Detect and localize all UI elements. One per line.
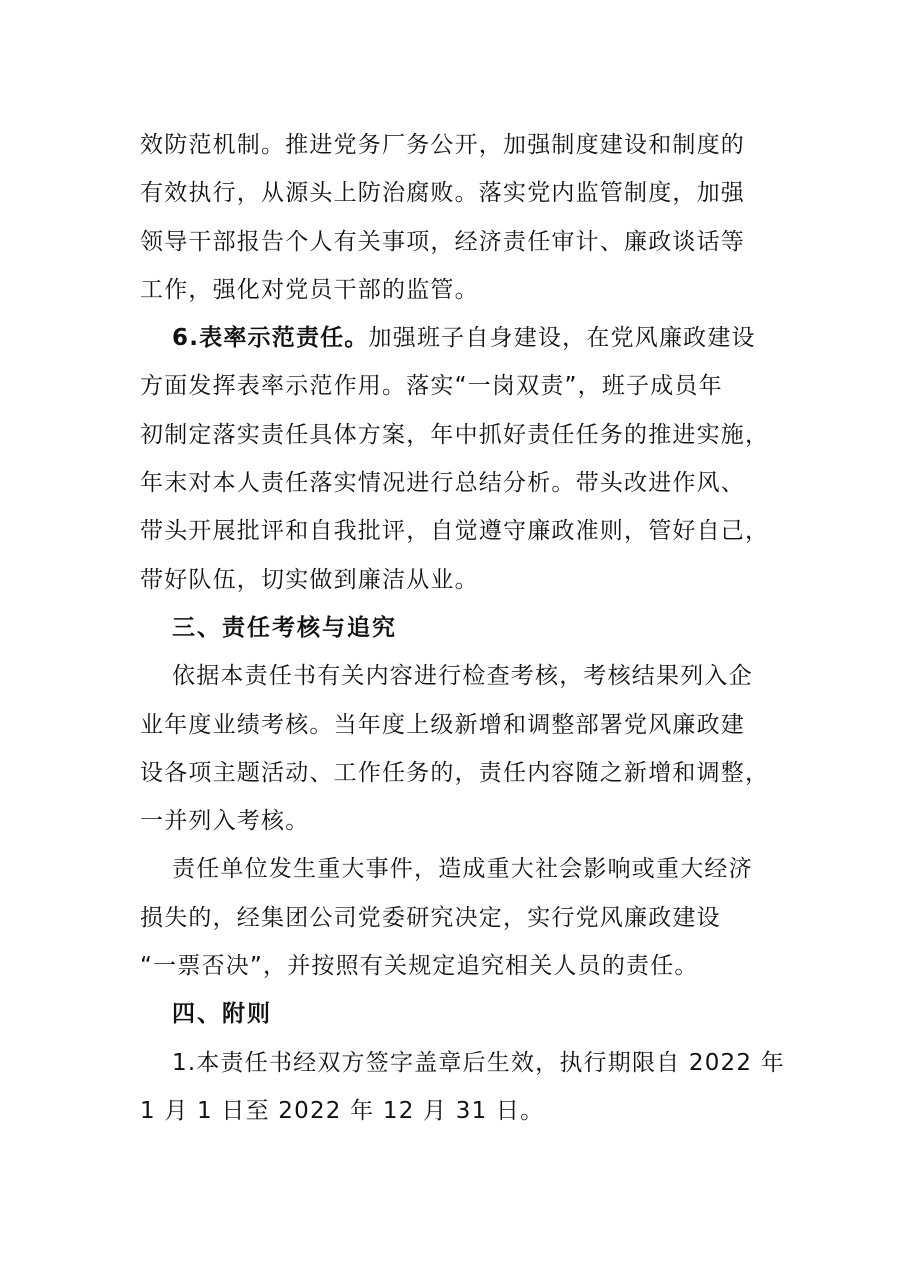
paragraph-veto bbox=[140, 845, 768, 990]
text-line: 领导干部报告个人有关事项，经济责任审计、廉政谈话等 bbox=[140, 228, 745, 255]
paragraph-effective-date bbox=[140, 1039, 785, 1136]
text-line: 依据本责任书有关内容进行检查考核，考核结果列入企 bbox=[172, 663, 753, 690]
section-heading-supplementary: 四、附则 bbox=[172, 1001, 272, 1028]
text-line: 1 月 1 日至 2022 年 12 月 31 日。 bbox=[140, 1097, 545, 1124]
text-line: 年末对本人责任落实情况进行总结分析。带头改进作风、 bbox=[140, 470, 745, 497]
text-line: “一票否决”，并按照有关规定追究相关人员的责任。 bbox=[140, 953, 699, 980]
text-line: 带好队伍，切实做到廉洁从业。 bbox=[140, 566, 479, 593]
text-line: 责任单位发生重大事件，造成重大社会影响或重大经济 bbox=[172, 856, 753, 883]
text-line: 损失的，经集团公司党委研究决定，实行党风廉政建设 bbox=[140, 904, 721, 931]
text-line: 设各项主题活动、工作任务的，责任内容随之新增和调整， bbox=[140, 759, 770, 786]
text-line: 有效执行，从源头上防治腐败。落实党内监管制度，加强 bbox=[140, 180, 745, 207]
text-line: 工作，强化对党员干部的监管。 bbox=[140, 276, 479, 303]
text-line: 方面发挥表率示范作用。落实“一岗双责”，班子成员年 bbox=[140, 373, 723, 400]
section-heading-assessment: 三、责任考核与追究 bbox=[172, 614, 397, 641]
paragraph-prevention-mechanism bbox=[140, 121, 768, 314]
item-lead: 6.表率示范责任。 bbox=[172, 325, 369, 352]
paragraph-exemplary-responsibility bbox=[140, 314, 768, 604]
item-lead-rest: 加强班子自身建设，在党风廉政建设 bbox=[368, 325, 756, 352]
document-body bbox=[140, 121, 785, 1135]
text-line: 带头开展批评和自我批评，自觉遵守廉政准则，管好自己， bbox=[140, 518, 770, 545]
paragraph-assessment-basis bbox=[140, 652, 768, 845]
text-line: 效防范机制。推进党务厂务公开，加强制度建设和制度的 bbox=[140, 132, 745, 158]
text-line: 初制定落实责任具体方案，年中抓好责任任务的推进实施， bbox=[140, 421, 770, 448]
text-line: 业年度业绩考核。当年度上级新增和调整部署党风廉政建 bbox=[140, 711, 745, 738]
text-line: 1.本责任书经双方签字盖章后生效，执行期限自 2022 年 bbox=[172, 1049, 785, 1076]
text-line: 一并列入考核。 bbox=[140, 808, 310, 835]
text-line bbox=[140, 314, 768, 362]
